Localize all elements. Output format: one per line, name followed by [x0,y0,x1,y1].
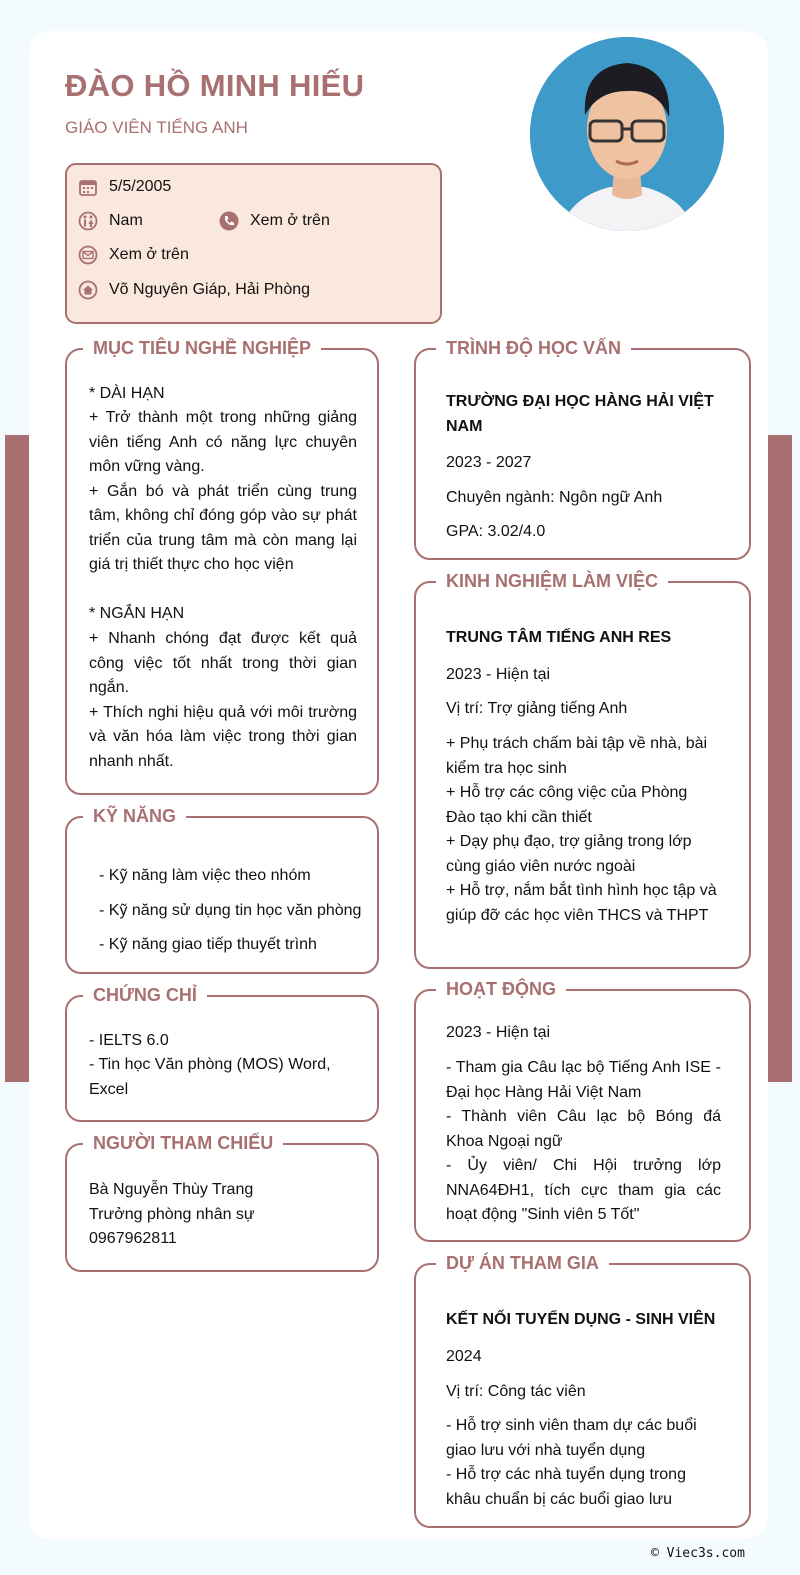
objective-section [65,338,379,795]
contact-box [65,163,442,324]
candidate-name: ĐÀO HỒ MINH HIẾU [65,68,365,103]
certificates-section [65,985,379,1122]
gender-value: Nam [109,212,143,229]
experience-position: Vị trí: Trợ giảng tiếng Anh [446,700,628,717]
section-title: NGƯỜI THAM CHIẾU [83,1131,283,1155]
section-title: KỸ NĂNG [83,804,186,828]
school-name: TRƯỜNG ĐẠI HỌC HÀNG HẢI VIỆT NAM [446,393,714,435]
email-value: Xem ở trên [109,246,189,263]
gender-icon [78,211,98,231]
skill-item: - Kỹ năng giao tiếp thuyết trình [99,936,317,953]
right-decor-bar [768,435,792,1082]
reference-position: Trưởng phòng nhân sự [89,1206,255,1223]
education-major: Chuyên ngành: Ngôn ngữ Anh [446,489,663,506]
phone-icon [219,211,239,231]
activities-text: - Tham gia Câu lạc bộ Tiếng Anh ISE - Đại học Hàng Hải Việt Nam - Thành viên Câu lạc bộ Bóng đá Khoa Ngoại ngữ - Ủy viên/ Chi Hội trưởng lớp NNA64ĐH1, tích cực tham gia các hoạt động "Sinh viên 5 Tốt" [446,1059,721,1223]
objective-long-heading: * DÀI HẠN [89,385,165,402]
experience-period: 2023 - Hiện tại [446,666,551,683]
company-name: TRUNG TÂM TIẾNG ANH RES [446,629,672,646]
contact-email [78,245,189,265]
skills-section [65,806,379,974]
certificate-item: - IELTS 6.0 [89,1032,169,1049]
section-title: CHỨNG CHỈ [83,983,207,1007]
left-decor-bar [5,435,29,1082]
activities-section [414,979,751,1242]
address-value: Võ Nguyên Giáp, Hải Phòng [109,281,311,298]
section-title: DỰ ÁN THAM GIA [436,1251,609,1275]
section-title: HOẠT ĐỘNG [436,977,566,1001]
experience-duties: + Phụ trách chấm bài tập về nhà, bài kiểm tra học sinh + Hỗ trợ các công việc của Phòng Đào tạo khi cần thiết + Dạy phụ đạo, trợ giảng trong lớp cùng giáo viên nước ngoài + Hỗ trợ, nắm bắt tình hình học tập và giúp đỡ các học viên THCS và THPT [446,735,717,924]
project-name: KẾT NỐI TUYỂN DỤNG - SINH VIÊN [446,1311,716,1328]
certificate-item: - Tin học Văn phòng (MOS) Word, Excel [89,1056,331,1098]
reference-phone: 0967962811 [89,1230,177,1247]
birthday-value: 5/5/2005 [109,178,172,195]
calendar-icon [78,177,98,197]
project-year: 2024 [446,1348,482,1365]
job-title: GIÁO VIÊN TIẾNG ANH [65,118,248,137]
projects-section [414,1253,751,1528]
contact-birthday [78,177,171,197]
footer-credit: © Viec3s.com [651,1546,745,1561]
phone-value: Xem ở trên [250,212,330,229]
objective-short-heading: * NGẮN HẠN [89,605,185,622]
section-title: MỤC TIÊU NGHỀ NGHIỆP [83,336,321,360]
objective-long-text: + Trở thành một trong những giảng viên tiếng Anh có năng lực chuyên môn vững vàng. + Gắn bó và phát triển cùng trung tâm, không chỉ đóng góp vào sự phát triển của trung tâm mà còn mang lại giá trị thiết thực cho học viện [89,409,357,573]
project-text: - Hỗ trợ sinh viên tham dự các buổi giao lưu với nhà tuyển dụng - Hỗ trợ các nhà tuyển dụng trong khâu chuẩn bị các buổi giao lưu [446,1417,697,1508]
experience-section [414,571,751,969]
section-title: TRÌNH ĐỘ HỌC VẤN [436,336,631,360]
reference-name: Bà Nguyễn Thùy Trang [89,1181,254,1198]
contact-phone [219,211,330,231]
section-title: KINH NGHIỆM LÀM VIỆC [436,569,668,593]
home-icon [78,280,98,300]
contact-gender [78,211,143,231]
reference-section [65,1133,379,1272]
avatar [530,37,724,231]
envelope-icon [78,245,98,265]
education-gpa: GPA: 3.02/4.0 [446,523,546,540]
skill-item: - Kỹ năng sử dụng tin học văn phòng [99,902,362,919]
activities-period: 2023 - Hiện tại [446,1024,551,1041]
contact-address [78,280,310,300]
education-section [414,338,751,560]
project-position: Vị trí: Công tác viên [446,1383,586,1400]
skill-item: - Kỹ năng làm việc theo nhóm [99,867,311,884]
education-period: 2023 - 2027 [446,454,532,471]
objective-short-text: + Nhanh chóng đạt được kết quả công việc tốt nhất trong thời gian ngắn. + Thích nghi hiệu quả với môi trường và văn hóa làm việc trong thời gian nhanh nhất. [89,630,357,770]
